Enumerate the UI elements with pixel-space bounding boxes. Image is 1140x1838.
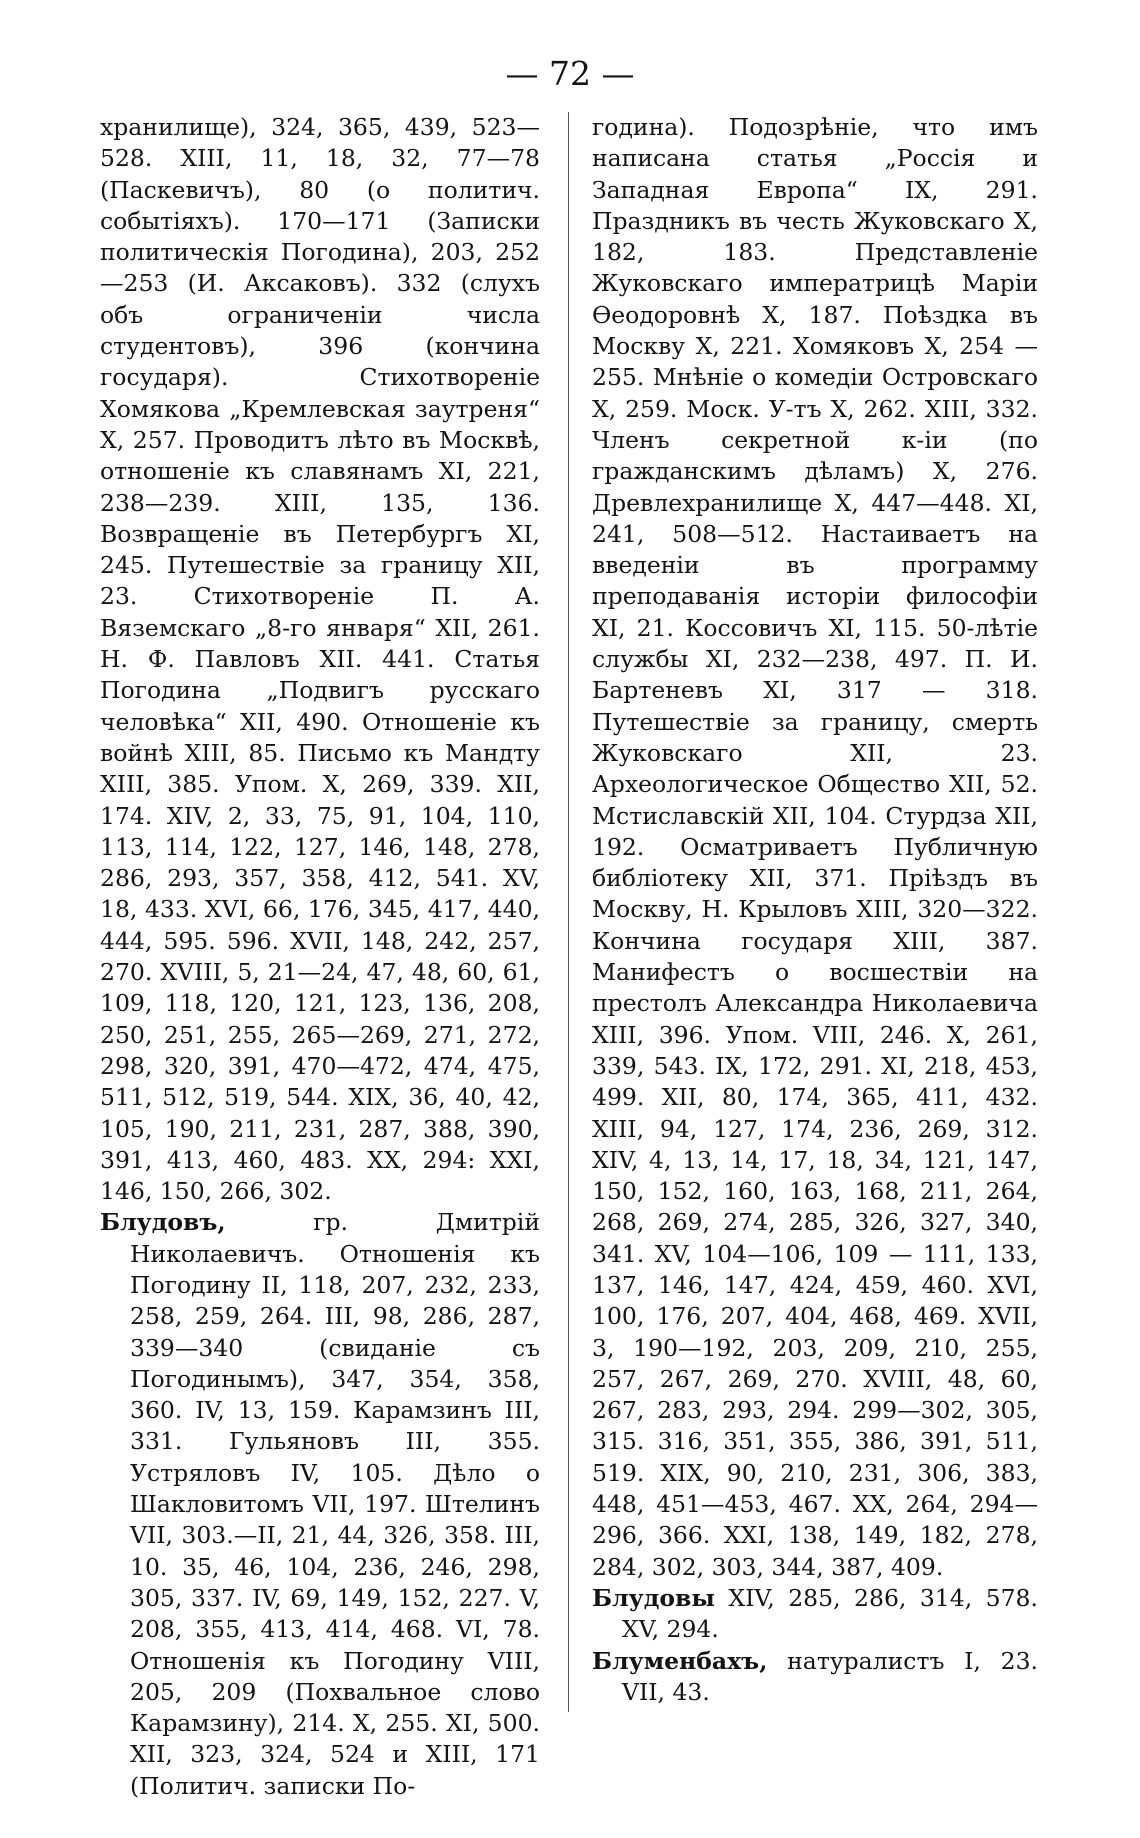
entry-text: XIV, 285, 286, 314, 578. XV, 294. (622, 1583, 1038, 1644)
index-entry-bludov (100, 1207, 540, 1802)
index-entry-bludovy (592, 1583, 1038, 1646)
page-number: — 72 — (505, 54, 635, 93)
right-column (592, 112, 1038, 1708)
entry-text: натуралистъ I, 23. VII, 43. (622, 1646, 1038, 1706)
entry-headword: Блудовы (592, 1583, 715, 1612)
entry-text: гр. Дмитрій Николаевичъ. Отношенія къ Погодину II, 118, 207, 232, 233, 258, 259, 264. III, 98, 286, 287, 339—340 (свиданіе съ Погодинымъ), 347, 354, 358, 360. IV, 13, 159. Карамзинъ III, 331. Гульяновъ III, 355. Устряловъ IV, 105. Дѣло о Шакловитомъ VII, 197. Штелинъ VII, 303.—II, 21, 44, 326, 358. III, 10. 35, 46, 104, 236, 246, 298, 305, 337. IV, 69, 149, 152, 227. V, 208, 355, 413, 414, 468. VI, 78. Отношенія къ Погодину VIII, 205, 209 (Похвальное слово Карамзину), 214. X, 255. XI, 500. XII, 323, 324, 524 и XIII, 171 (Политич. записки По- (130, 1208, 540, 1800)
column-divider (568, 112, 569, 1712)
left-column (100, 112, 540, 1802)
index-entry-continuation: хранилище), 324, 365, 439, 523—528. XIII, 11, 18, 32, 77—78 (Паскевичъ), 80 (о политич. событіяхъ). 170—171 (Записки политическія Погодина), 203, 252—253 (И. Аксаковъ). 332 (слухъ объ ограниченіи числа студентовъ), 396 (кончина государя). Стихотвореніе Хомякова „Кремлевская заутреня“ X, 257. Проводитъ лѣто въ Москвѣ, отношеніе къ славянамъ XI, 221, 238—239. XIII, 135, 136. Возвращеніе въ Петербургъ XI, 245. Путешествіе за границу XII, 23. Стихотвореніе П. А. Вяземскаго „8-го января“ XII, 261. Н. Ф. Павловъ XII. 441. Статья Погодина „Подвигъ русскаго человѣка“ XII, 490. Отношеніе къ войнѣ XIII, 85. Письмо къ Мандту XIII, 385. Упом. X, 269, 339. XII, 174. XIV, 2, 33, 75, 91, 104, 110, 113, 114, 122, 127, 146, 148, 278, 286, 293, 357, 358, 412, 541. XV, 18, 433. XVI, 66, 176, 345, 417, 440, 444, 595. 596. XVII, 148, 242, 257, 270. XVIII, 5, 21—24, 47, 48, 60, 61, 109, 118, 120, 121, 123, 136, 208, 250, 251, 255, 265—269, 271, 272, 298, 320, 391, 470—472, 474, 475, 511, 512, 519, 544. XIX, 36, 40, 42, 105, 190, 211, 231, 287, 388, 390, 391, 413, 460, 483. XX, 294: XXI, 146, 150, 266, 302. (100, 113, 540, 1206)
index-entry-continuation: година). Подозрѣніе, что имъ написана статья „Россія и Западная Европа“ IX, 291. Праздникъ въ честь Жуковскаго X, 182, 183. Представленіе Жуковскаго императрицѣ Маріи Ѳеодоровнѣ X, 187. Поѣздка въ Москву X, 221. Хомяковъ X, 254 —255. Мнѣніе о комедіи Островскаго X, 259. Моск. У-тъ X, 262. XIII, 332. Членъ секретной к-іи (по гражданскимъ дѣламъ) X, 276. Древлехранилище X, 447—448. XI, 241, 508—512. Настаиваетъ на введеніи въ программу преподаванія исторіи философіи XI, 21. Коссовичъ XI, 115. 50-лѣтіе службы XI, 232—238, 497. П. И. Бартеневъ XI, 317 — 318. Путешествіе за границу, смерть Жуковскаго XII, 23. Археологическое Общество XII, 52. Мстиславскій XII, 104. Стурдза XII, 192. Осматриваетъ Публичную библіотеку XII, 371. Пріѣздъ въ Москву, Н. Крыловъ XIII, 320—322. Кончина государя XIII, 387. Манифестъ о восшествіи на престолъ Александра Николаевича XIII, 396. Упом. VIII, 246. X, 261, 339, 543. IX, 172, 291. XI, 218, 453, 499. XII, 80, 174, 365, 411, 432. XIII, 94, 127, 174, 236, 269, 312. XIV, 4, 13, 14, 17, 18, 34, 121, 147, 150, 152, 160, 163, 168, 211, 264, 268, 269, 274, 285, 326, 327, 340, 341. XV, 104—106, 109 — 111, 133, 137, 146, 147, 424, 459, 460. XVI, 100, 176, 207, 404, 468, 469. XVII, 3, 190—192, 203, 209, 210, 255, 257, 267, 269, 270. XVIII, 48, 60, 267, 283, 293, 294. 299—302, 305, 315. 316, 351, 355, 386, 391, 511, 519. XIX, 90, 210, 231, 306, 383, 448, 451—453, 467. XX, 264, 294—296, 366. XXI, 138, 149, 182, 278, 284, 302, 303, 344, 387, 409. (592, 113, 1038, 1581)
entry-headword: Блуменбахъ, (592, 1646, 768, 1675)
index-entry-blumenbach (592, 1646, 1038, 1709)
entry-headword: Блудовъ, (100, 1208, 226, 1237)
